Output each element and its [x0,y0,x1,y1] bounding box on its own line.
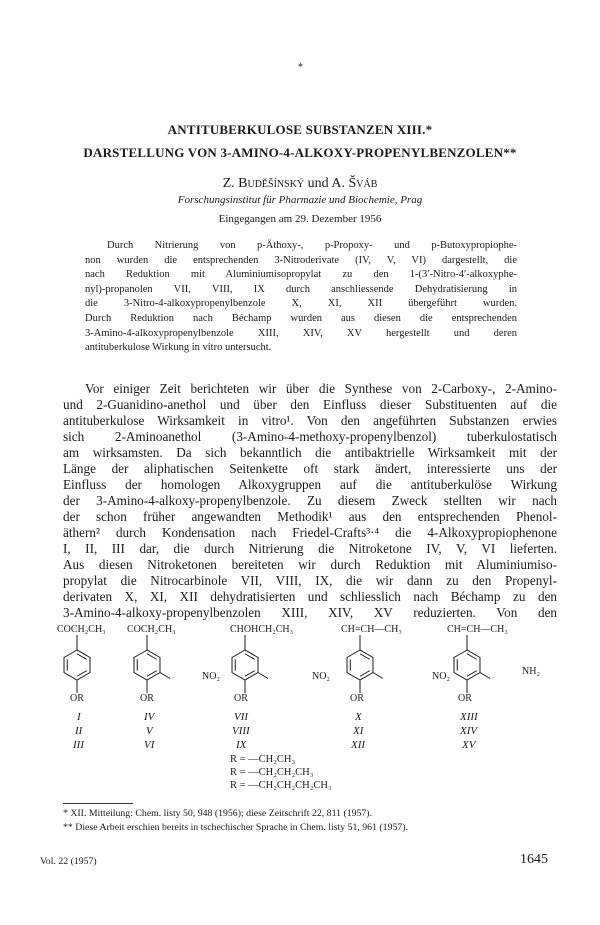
structure-2-top: COCH₂CH₃ [127,624,176,635]
page-mark: * [298,62,303,73]
footnote-rule [63,803,133,804]
body-line: sich 2-Aminoanethol (3-Amino-4-methoxy-propenylbenzol) tuberkulostatisch [63,429,557,444]
authors [0,176,600,192]
structure-2-substituent: NO₂ [202,671,220,682]
compound-number: XII [351,739,366,751]
body-line: Einfluss der homologen Alkoxygruppen auf die antituberkulöse Wirkung [63,477,557,492]
bond-substituent [373,673,383,679]
body-line: propylat die Nitrocarbinole VII, VIII, IX, die wir dann zu den Propenyl- [63,573,557,588]
compound-number: II [75,725,83,737]
compound-number: VII [234,711,249,723]
compound-number: VIII [232,725,250,737]
structure-3-top: CHOHCH₂CH₃ [230,624,294,635]
body-line: antituberkulose Wirksamkeit in vitro¹. Von den angeführten Substanzen erwies [63,413,557,428]
received-date: Eingegangen am 29. Dezember 1956 [218,213,382,225]
bond-substituent [480,673,490,679]
abstract-line: antituberkulose Wirkung in vitro untersucht. [85,342,272,354]
structure-1-top: COCH₂CH₃ [57,624,106,635]
structure-formulas [55,624,565,794]
structure-1-bottom: OR [70,693,84,704]
abstract [85,239,517,356]
footnote-1: * XII. Mitteilung: Chem. listy 50, 948 (1956); diese Zeitschrift 22, 811 (1957). [63,808,373,819]
abstract-line: nach Reduktion mit Aluminiumisopropylat zu den 1-(3′-Nitro-4′-alkoxyphe- [85,269,517,281]
structure-2-bottom: OR [140,693,154,704]
abstract-line: die 3-Nitro-4-alkoxypropenylbenzole X, XI, XII übergeführt wurden. [85,298,517,310]
bond-substituent [258,673,268,679]
compound-number: V [146,725,153,737]
body-line: äthern² durch Kondensation nach Friedel-Crafts³·⁴ die 4-Alkoxypropiophenone [63,525,557,540]
benzene-ring [64,650,90,680]
structure-3-bottom: OR [234,693,248,704]
body-line: Aus diesen Nitroketonen bereiteten wir durch Reduktion mit Aluminiumiso- [63,557,557,572]
volume-info: Vol. 22 (1957) [40,856,97,867]
abstract-line: 3-Amino-4-alkoxypropenylbenzole XIII, XIV, XV hergestellt und deren [85,327,517,339]
institute: Forschungsinstitut für Pharmazie und Biochemie, Prag [177,194,423,206]
body-line: am wirksamsten. Da sich bekanntlich die antibaktrielle Wirksamkeit mit der [63,445,557,460]
footnote-2: ** Diese Arbeit erschien bereits in tschechischer Sprache in Chem. listy 51, 961 (1957). [63,822,408,833]
abstract-line: Durch Nitrierung von p-Äthoxy-, p-Propoxy- und p-Butoxypropiophe- [107,240,517,251]
author-connector: und [304,176,332,191]
r-definition: R = —CH₂CH₂CH₃ [230,767,314,778]
body-line: 3-Amino-4-alkoxy-propenylbenzolen XIII, XIV, XV reduzierten. Von den [63,605,557,620]
r-definition: R = —CH₂CH₂CH₂CH₃ [230,780,332,791]
structure-5-bottom: OR [458,693,472,704]
structure-4-substituent: NO₂ [432,671,450,682]
compound-number: XIV [460,725,478,737]
body-line: der schon früher angewandten Methodik¹ aus den entsprechenden Phenol- [63,509,557,524]
benzene-ring [454,650,480,680]
structure-5-substituent: NH₂ [522,666,540,677]
body-line: Länge der aliphatischen Seitenkette oft stark ändert, interessierte uns der [63,461,557,476]
compound-number: IX [236,739,247,751]
body-text [63,381,557,621]
author-2-name: Šváb [348,176,378,191]
body-line: derivaten X, XI, XII dehydratisierten und schliesslich nach Béchamp zu den [63,589,557,604]
compound-number: XI [353,725,364,737]
body-line: Vor einiger Zeit berichteten wir über die Synthese von 2-Carboxy-, 2-Amino- [85,381,557,396]
abstract-line: Durch Reduktion nach Béchamp wurden aus diesen die entsprechenden [85,312,517,324]
compound-number: I [77,711,81,723]
article-title-line-2: DARSTELLUNG VON 3-AMINO-4-ALKOXY-PROPENYLBENZOLEN** [83,145,517,160]
compound-number: X [355,711,362,723]
author-1-name: Budĕšínský [238,176,305,191]
article-title-line-1: ANTITUBERKULOSE SUBSTANZEN XIII.* [167,122,433,137]
structure-3-substituent: NO₂ [312,671,330,682]
structure-4-top: CH=CH—CH₃ [341,624,402,635]
compound-number: III [73,739,84,751]
compound-number: XV [462,739,476,751]
r-definition: R = —CH₂CH₃ [230,754,296,765]
benzene-ring [134,650,160,680]
author-2-initial: A. [331,176,349,191]
compound-number: XIII [460,711,478,723]
compound-number: IV [144,711,155,723]
structure-5-top: CH=CH—CH₃ [447,624,508,635]
body-line: I, II, III dar, die durch Nitrierung die Nitroketone IV, V, VI lieferten. [63,541,557,556]
body-line: der 3-Amino-4-alkoxy-propenylbenzole. Zu diesem Zweck stellten wir nach [63,493,557,508]
benzene-ring [347,650,373,680]
abstract-line: non wurden die entsprechenden 3-Nitroderivate (IV, V, VI) dargestellt, die [85,254,517,266]
body-line: und 2-Guanidino-anethol und über den Einfluss dieser Substituenten auf die [63,397,557,412]
page-number: 1645 [520,852,548,867]
compound-number: VI [144,739,155,751]
abstract-line: nyl)-propanolen VII, VIII, IX durch anschliessende Dehydratisierung in [85,283,517,295]
author-1-initial: Z. [222,176,239,191]
structure-4-bottom: OR [350,693,364,704]
bond-substituent [160,673,170,679]
benzene-ring [232,650,258,680]
